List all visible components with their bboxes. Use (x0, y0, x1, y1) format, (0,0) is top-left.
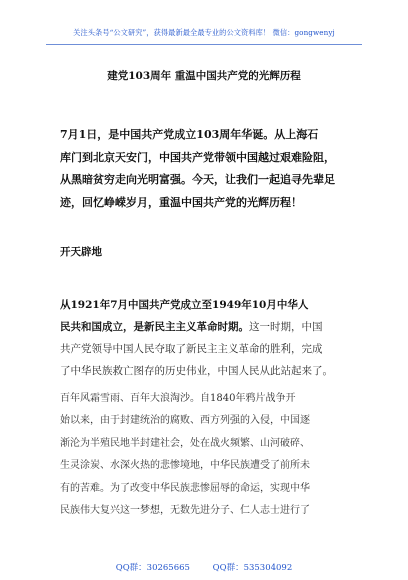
intro-line: 迹，回忆峥嵘岁月，重温中国共产党的光辉历程！ (60, 195, 302, 209)
paragraph-line: 民族伟大复兴这一梦想，无数先进分子、仁人志士进行了 (60, 505, 310, 517)
bold-text: 民共和国成立，是新民主主义革命时期。 (60, 321, 249, 333)
intro-line: 从黑暗贫穷走向光明富强。今天，让我们一起追寻先辈足 (60, 173, 335, 186)
intro-line: 7月1日，是中国共产党成立103周年华诞。从上海石 (60, 128, 319, 141)
paragraph-line: 有的苦难。为了改变中华民族悲惨屈辱的命运，实现中华 (60, 482, 310, 494)
section-heading: 开天辟地 (60, 246, 102, 258)
paragraph-line (60, 316, 348, 338)
paragraph-line: 生灵涂炭、水深火热的悲惨境地，中华民族遭受了前所未 (60, 460, 310, 472)
document-title: 建党103周年 重温中国共产党的光辉历程 (107, 70, 301, 82)
header-promo-text: 关注头条号“公文研究”，获得最新最全最专业的公文资料库！ 微信：gongwenyj (73, 28, 335, 37)
bold-text: 从1921年7月中国共产党成立至1949年10月中华人 (60, 299, 309, 311)
footer-qq-group: QQ群：30265665 (115, 563, 190, 573)
paragraph-line: 渐沦为半殖民地半封建社会，处在战火频繁、山河破碎、 (60, 437, 310, 449)
footer-qq-group: QQ群：535304092 (212, 563, 293, 573)
paragraph-line: 共产党领导中国人民夺取了新民主主义革命的胜利，完成 (60, 343, 323, 355)
paragraph-line: 始以来，由于封建统治的腐败、西方列强的入侵，中国逐 (60, 415, 310, 427)
paragraph-line: 百年风霜雪雨、百年大浪淘沙。自1840年鸦片战争开 (60, 393, 296, 404)
intro-line: 库门到北京天安门，中国共产党带领中国越过艰难险阻， (60, 150, 335, 164)
paragraph-line: 了中华民族救亡图存的历史伟业，中国人民从此站起来了。 (60, 365, 333, 377)
header-divider (46, 44, 362, 45)
paragraph-line (60, 294, 348, 316)
intro-paragraph (60, 124, 348, 214)
history-paragraph (60, 388, 348, 522)
period-paragraph (60, 294, 348, 382)
regular-text: 这一时期，中国 (249, 321, 323, 333)
footer (0, 561, 408, 573)
